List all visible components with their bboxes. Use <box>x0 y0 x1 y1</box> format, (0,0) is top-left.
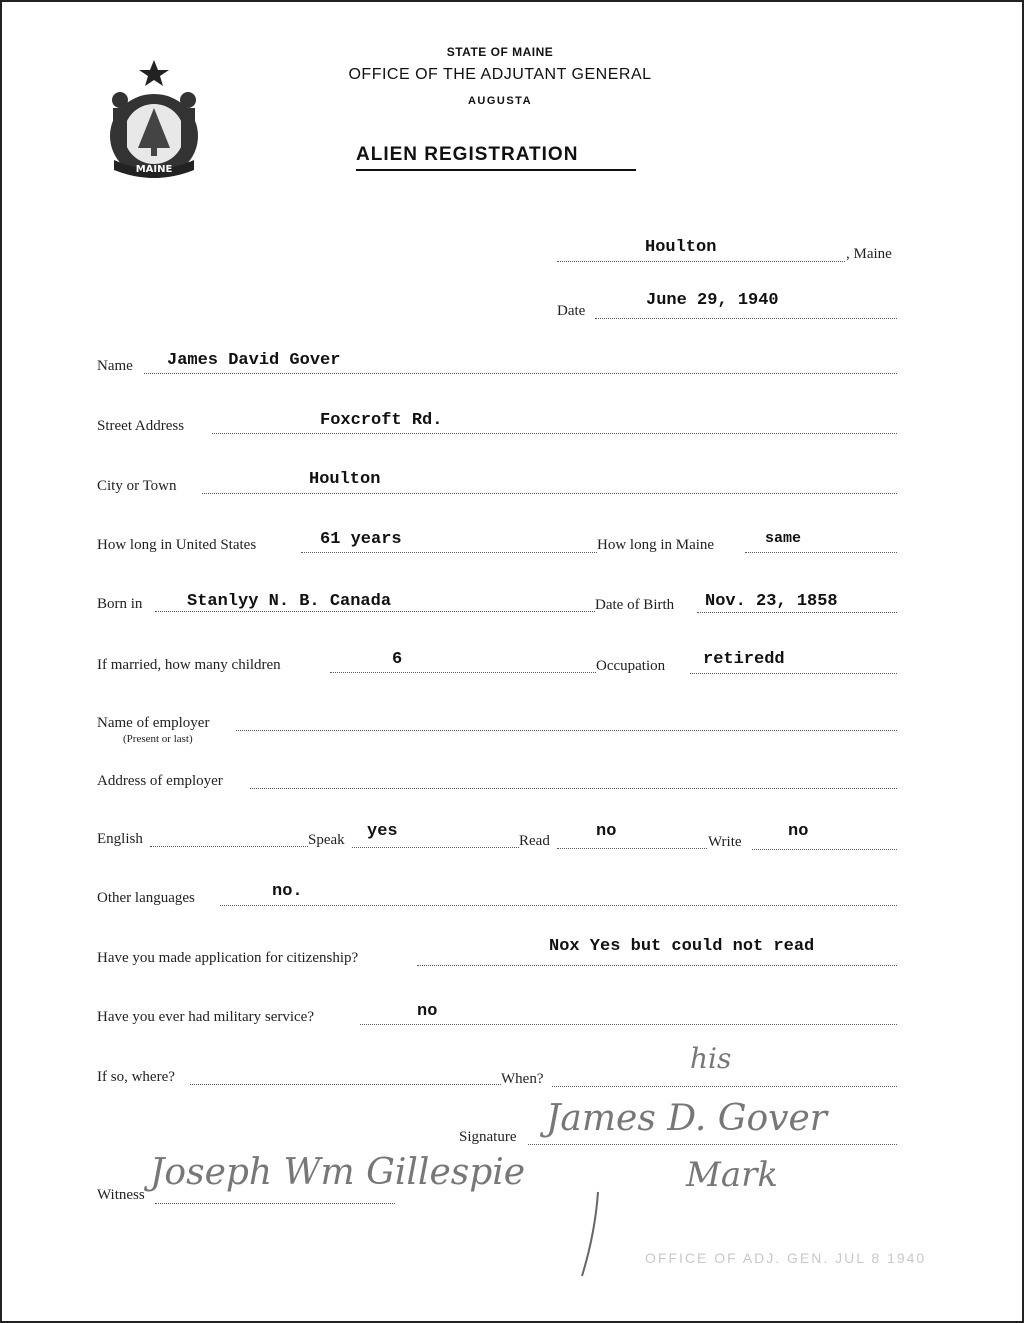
date-label: Date <box>557 303 586 319</box>
witness-label: Witness <box>97 1187 145 1203</box>
when-line <box>552 1086 897 1087</box>
seal-motto: MAINE <box>135 164 173 175</box>
born-in-value: Stanlyy N. B. Canada <box>187 592 392 611</box>
street-line <box>212 433 897 434</box>
city-line <box>202 493 897 494</box>
employer-sublabel: (Present or last) <box>123 733 193 745</box>
how-long-maine-value: same <box>765 530 802 547</box>
signature-line <box>528 1144 897 1145</box>
dob-line <box>697 612 897 613</box>
witness-line <box>155 1203 395 1204</box>
children-line <box>330 672 596 673</box>
read-label: Read <box>519 833 550 849</box>
page-title: ALIEN REGISTRATION <box>356 144 579 165</box>
date-line <box>595 318 897 319</box>
born-in-line <box>155 611 595 612</box>
military-label: Have you ever had military service? <box>97 1009 314 1025</box>
english-label: English <box>97 831 143 847</box>
occupation-value: retiredd <box>703 650 785 669</box>
when-label: When? <box>501 1071 544 1087</box>
how-long-maine-label: How long in Maine <box>597 537 715 553</box>
signature-note-his: his <box>690 1042 732 1075</box>
signature-note-mark: Mark <box>686 1155 778 1195</box>
military-value: no <box>417 1002 438 1021</box>
title-underline <box>356 169 636 171</box>
how-long-maine-line <box>745 552 897 553</box>
english-line <box>150 846 308 847</box>
speak-line <box>352 847 519 848</box>
speak-value: yes <box>367 822 398 841</box>
dob-value: Nov. 23, 1858 <box>705 592 838 611</box>
name-label: Name <box>97 358 133 374</box>
other-languages-line <box>220 905 897 906</box>
where-line <box>190 1084 501 1085</box>
how-long-us-line <box>301 552 597 553</box>
header-state: STATE OF MAINE <box>446 45 554 59</box>
employer-address-line <box>250 788 897 789</box>
street-value: Foxcroft Rd. <box>320 411 443 430</box>
dob-label: Date of Birth <box>595 597 675 613</box>
place-value: Houlton <box>645 238 717 257</box>
occupation-label: Occupation <box>596 658 666 674</box>
street-label: Street Address <box>97 418 185 434</box>
witness-flourish-icon <box>576 1190 606 1280</box>
employer-label: Name of employer <box>97 715 210 731</box>
born-in-label: Born in <box>97 596 143 612</box>
how-long-us-label: How long in United States <box>97 537 257 553</box>
header-office: OFFICE OF THE ADJUTANT GENERAL <box>348 66 652 83</box>
other-languages-value: no. <box>272 882 303 901</box>
read-line <box>557 848 707 849</box>
write-label: Write <box>708 834 742 850</box>
city-value: Houlton <box>309 470 381 489</box>
employer-address-label: Address of employer <box>97 773 223 789</box>
header-city: AUGUSTA <box>467 95 533 107</box>
military-line <box>360 1024 897 1025</box>
employer-line <box>236 730 897 731</box>
name-line <box>144 373 897 374</box>
children-label: If married, how many children <box>97 657 281 673</box>
read-value: no <box>596 822 617 841</box>
place-line <box>557 261 845 262</box>
speak-label: Speak <box>308 832 345 848</box>
place-suffix: , Maine <box>846 246 892 262</box>
received-stamp: OFFICE OF ADJ. GEN. JUL 8 1940 <box>645 1250 927 1266</box>
citizenship-value: Nox Yes but could not read <box>549 937 815 956</box>
citizenship-label: Have you made application for citizenship? <box>97 950 359 966</box>
write-line <box>752 849 897 850</box>
city-label: City or Town <box>97 478 177 494</box>
citizenship-line <box>417 965 897 966</box>
children-value: 6 <box>392 650 403 669</box>
write-value: no <box>788 822 809 841</box>
occupation-line <box>690 673 897 674</box>
how-long-us-value: 61 years <box>320 530 402 549</box>
name-value: James David Gover <box>167 351 341 370</box>
other-languages-label: Other languages <box>97 890 195 906</box>
where-label: If so, where? <box>97 1069 175 1085</box>
date-value: June 29, 1940 <box>646 291 779 310</box>
signature-label: Signature <box>459 1129 517 1145</box>
witness-value: Joseph Wm Gillespie <box>150 1152 526 1193</box>
signature-value: James D. Gover <box>546 1098 828 1139</box>
